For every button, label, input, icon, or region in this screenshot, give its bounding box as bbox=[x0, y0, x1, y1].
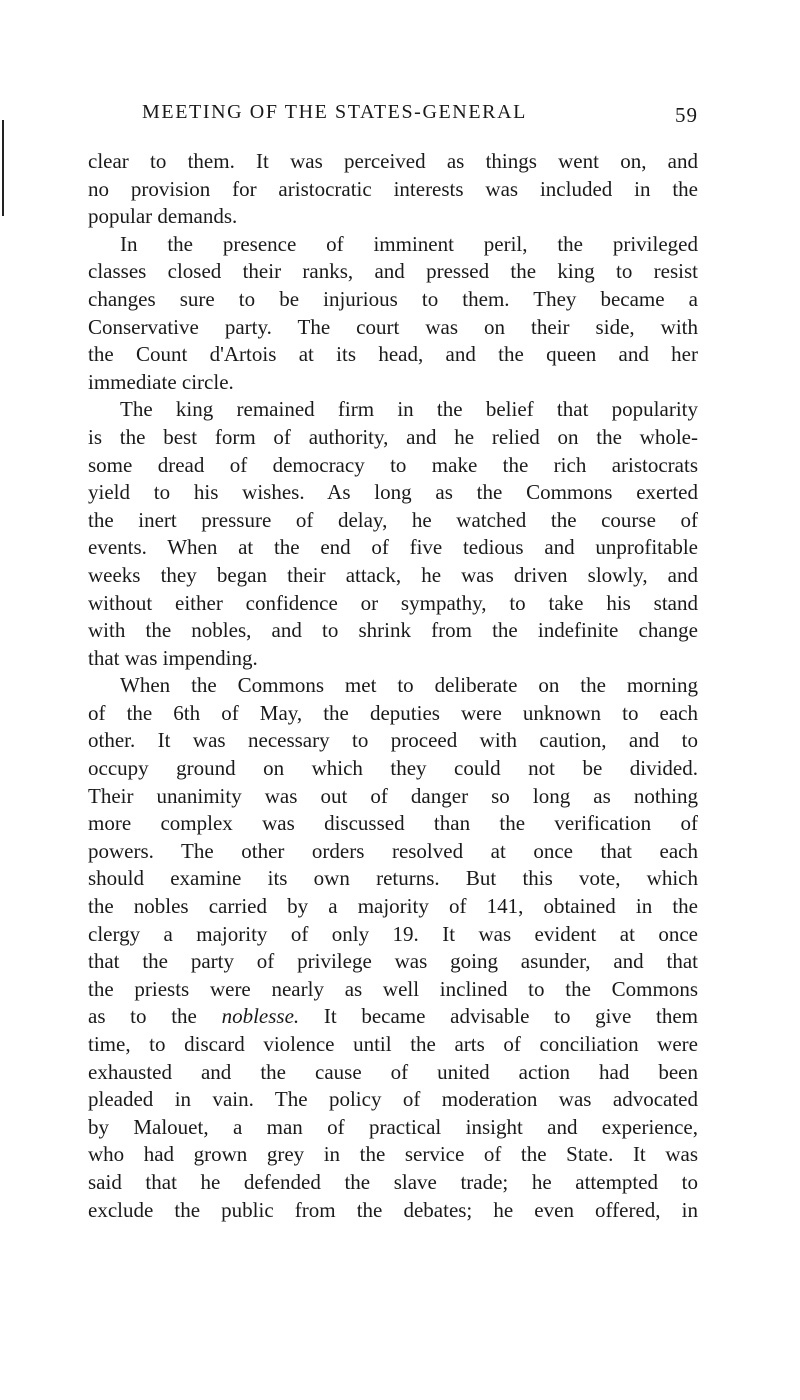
text-line: In the presence of imminent peril, the privileged bbox=[120, 231, 698, 256]
text-line: without either confidence or sympathy, to take his stand bbox=[88, 590, 698, 615]
body-text bbox=[88, 148, 698, 1224]
text-segment: as to the bbox=[88, 1004, 222, 1029]
text-line: exclude the public from the debates; he even offered, in bbox=[88, 1197, 698, 1222]
text-line: The king remained firm in the belief that popularity bbox=[120, 397, 698, 422]
text-line: the Count d'Artois at its head, and the queen and her bbox=[88, 342, 698, 367]
text-line: no provision for aristocratic interests was included in the bbox=[88, 176, 698, 201]
paragraph bbox=[88, 231, 698, 397]
text-line: time, to discard violence until the arts of conciliation were bbox=[88, 1032, 698, 1056]
text-line: yield to his wishes. As long as the Commons exerted bbox=[88, 480, 698, 505]
text-line: who had grown grey in the service of the State. It was bbox=[88, 1142, 698, 1167]
paragraph bbox=[88, 672, 698, 1224]
text-line: of the 6th of May, the deputies were unknown to each bbox=[88, 700, 698, 725]
text-line: When the Commons met to deliberate on the morning bbox=[120, 673, 698, 698]
text-line: by Malouet, a man of practical insight and experience, bbox=[88, 1114, 698, 1139]
text-line: some dread of democracy to make the rich aristocrats bbox=[88, 452, 698, 477]
text-line: classes closed their ranks, and pressed the king to resist bbox=[88, 259, 698, 284]
text-line: more complex was discussed than the verification of bbox=[88, 811, 698, 836]
text-line: clear to them. It was perceived as things went on, and bbox=[88, 149, 698, 173]
scan-edge-mark bbox=[2, 120, 4, 216]
text-line: events. When at the end of five tedious and unprofitable bbox=[88, 535, 698, 560]
text-line: said that he defended the slave trade; he attempted to bbox=[88, 1169, 698, 1194]
text-line: occupy ground on which they could not be divided. bbox=[88, 756, 698, 781]
running-header bbox=[88, 101, 698, 131]
text-line: powers. The other orders resolved at once that each bbox=[88, 838, 698, 863]
running-title: MEETING OF THE STATES-GENERAL bbox=[142, 101, 527, 123]
text-line: clergy a majority of only 19. It was evident at once bbox=[88, 921, 698, 946]
text-line: should examine its own returns. But this vote, which bbox=[88, 866, 698, 891]
text-line: changes sure to be injurious to them. They became a bbox=[88, 286, 698, 311]
text-line: Their unanimity was out of danger so long as nothing bbox=[88, 783, 698, 808]
text-line: the inert pressure of delay, he watched the course of bbox=[88, 507, 698, 532]
text-line: with the nobles, and to shrink from the indefinite change bbox=[88, 618, 698, 643]
text-line: exhausted and the cause of united action had been bbox=[88, 1059, 698, 1084]
text-line: Conservative party. The court was on their side, with bbox=[88, 314, 698, 339]
text-line: pleaded in vain. The policy of moderation was advocated bbox=[88, 1087, 698, 1112]
text-line: immediate circle. bbox=[88, 369, 234, 394]
italic-word: noblesse. bbox=[221, 1004, 300, 1029]
text-line: weeks they began their attack, he was driven slowly, and bbox=[88, 562, 698, 587]
paragraph bbox=[88, 148, 698, 231]
page-number: 59 bbox=[675, 103, 698, 127]
text-line: that was impending. bbox=[88, 645, 258, 670]
text-line bbox=[88, 1003, 698, 1031]
text-line: popular demands. bbox=[88, 204, 238, 229]
text-line: is the best form of authority, and he relied on the whole- bbox=[88, 424, 698, 449]
text-line: that the party of privilege was going asunder, and that bbox=[88, 949, 698, 974]
text-line: the nobles carried by a majority of 141, obtained in the bbox=[88, 894, 698, 919]
text-segment: It became advisable to give them bbox=[299, 1004, 699, 1029]
text-line: the priests were nearly as well inclined to the Commons bbox=[88, 976, 698, 1001]
text-line: other. It was necessary to proceed with caution, and to bbox=[88, 728, 698, 753]
paragraph bbox=[88, 396, 698, 672]
